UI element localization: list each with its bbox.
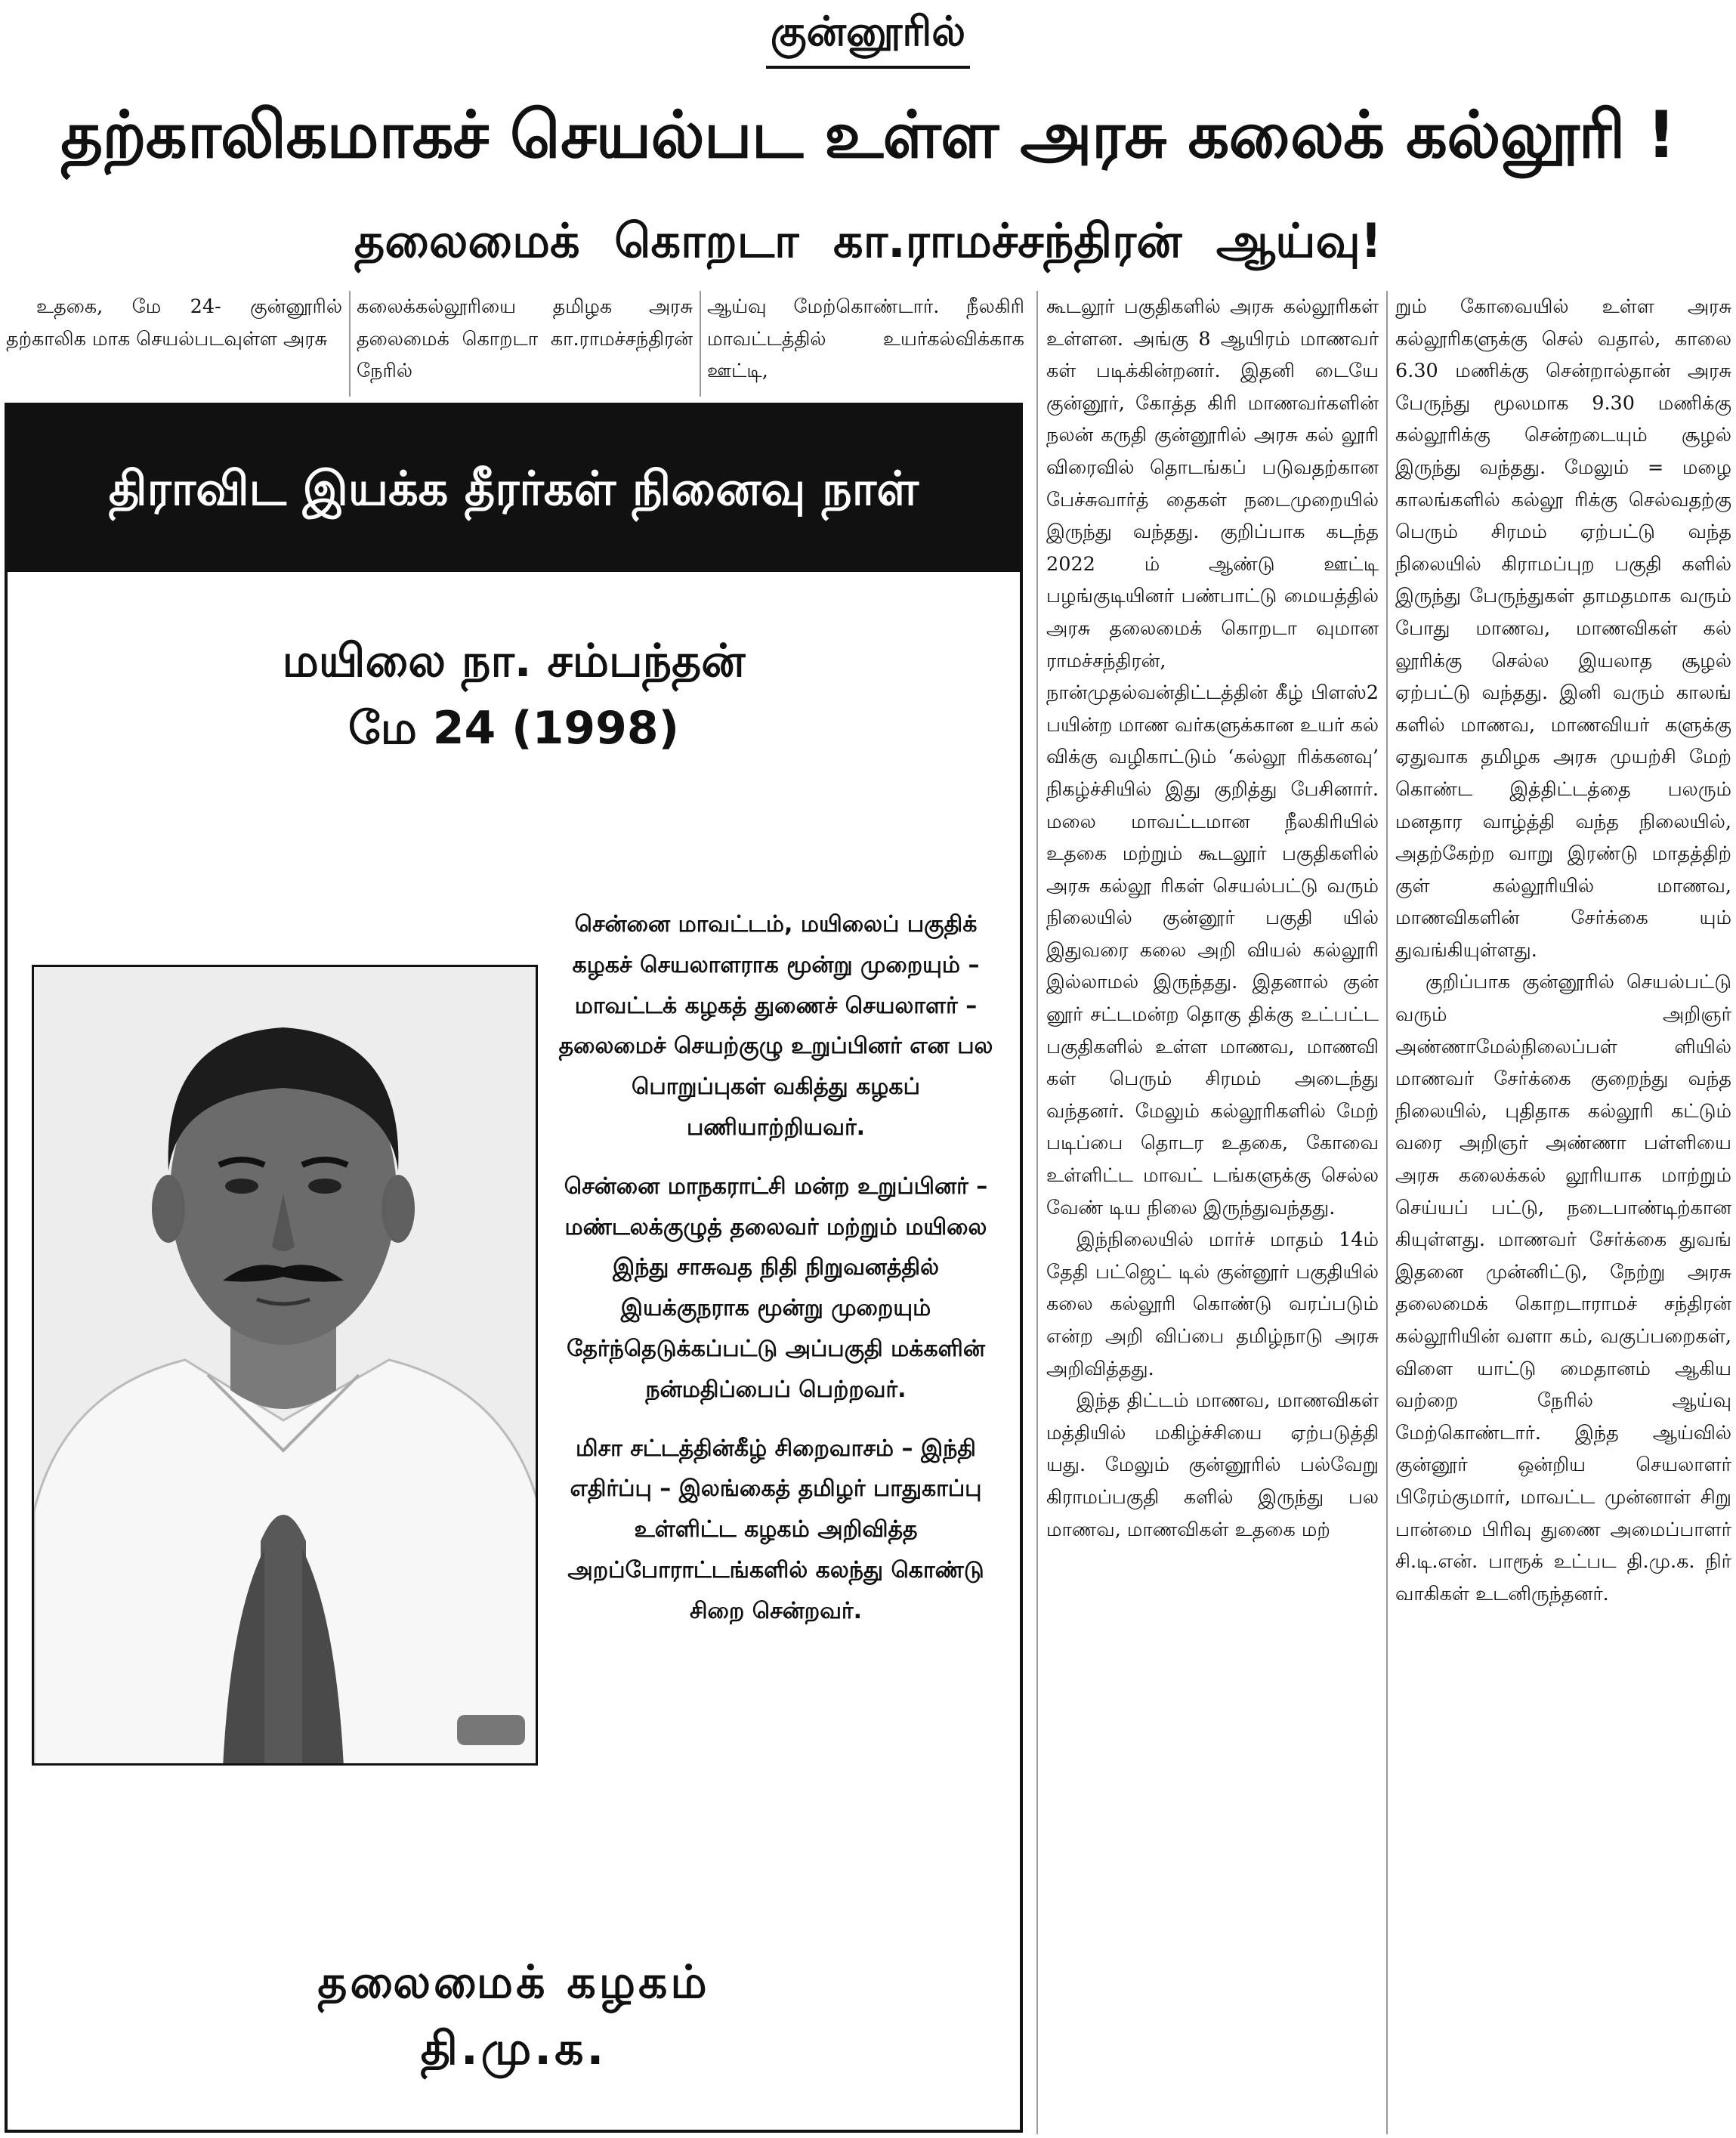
bio-paragraph: சென்னை மாவட்டம், மயிலைப் பகுதிக் கழகச் செயலாளராக மூன்று முறையும் – மாவட்டக் கழகத் துணைச் செயலாளர் – தலைமைச் செயற்குழு உறுப்பினர் என பல பொறுப்புகள் வகித்து கழகப் பணியாற்றியவர். bbox=[558, 911, 993, 1141]
lead-column-1 bbox=[6, 291, 342, 397]
lead-text-1: உதகை, மே 24- குன்னூரில் தற்காலிக மாக செயல்படவுள்ள அரசு bbox=[6, 295, 342, 351]
obituary-name: மயிலை நா. சம்பந்தன் bbox=[282, 635, 746, 687]
lead-text-3: ஆய்வு மேற்கொண்டார். நீலகிரி மாவட்டத்தில் உயர்கல்விக்காக ஊட்டி, bbox=[707, 295, 1024, 383]
article-paragraph: குறிப்பாக குன்னூரில் செயல்பட்டு வரும் அறிஞர் அண்ணாமேல்நிலைப்பள் ளியில் மாணவர் சேர்க்கை குறைந்து வந்த நிலையில், புதிதாக கல்லூரி கட்டும் வரை அறிஞர் அண்ணா பள்ளியை அரசு கலைக்கல் லூரியாக மாற்றும் செய்யப் பட்டு, நடைபாண்டிற்கான கியுள்ளது. மாணவர் சேர்க்கை துவங் இதனை முன்னிட்டு, நேற்று அரசு தலைமைக் கொறடாராமச் சந்திரன் கல்லூரியின் வளா கம், வகுப்பறைகள், விளை யாட்டு மைதானம் ஆகிய வற்றை நேரில் ஆய்வு மேற்கொண்டார். இந்த ஆய்வில் குன்னூர் ஒன்றிய செயலாளர் பிரேம்குமார், மாவட்ட முன்னாள் சிறு பான்மை பிரிவு துணை அமைப்பாளர் சி.டி.என். பாரூக் உட்பட தி.மு.க. நிர் வாகிகள் உடனிருந்தனர். bbox=[1395, 971, 1731, 1605]
article-column-5 bbox=[1395, 291, 1731, 2134]
obituary-banner: திராவிட இயக்க தீரர்கள் நினைவு நாள் bbox=[8, 406, 1020, 572]
column-rule bbox=[700, 291, 701, 397]
kicker bbox=[0, 8, 1736, 69]
article-column-4 bbox=[1046, 291, 1379, 2134]
article-paragraph: றும் கோவையில் உள்ள அரசு கல்லூரிகளுக்கு செல் வதால், காலை 6.30 மணிக்கு சென்றால்தான் அரசு பேருந்து மூலமாக 9.30 மணிக்கு கல்லூரிக்கு சென்றடையும் சூழல் இருந்து வந்தது. மேலும் = மழை காலங்களில் கல்லூ ரிக்கு செல்வதற்கு பெரும் சிரமம் ஏற்பட்டு வந்த நிலையில் கிராமப்புற பகுதி களில் இருந்து பேருந்துகள் தாமதமாக வரும் போது மாணவ, மாணவிகள் கல் லூரிக்கு செல்ல இயலாத சூழல் ஏற்பட்டு வந்தது. இனி வரும் காலங் களில் மாணவ, மாணவியர் களுக்கு ஏதுவாக தமிழக அரசு முயற்சி மேற் கொண்ட இத்திட்டத்தை பலரும் மனதார வாழ்த்தி வந்த நிலையில், அதற்கேற்ற வாறு இரண்டு மாதத்திற் குள் கல்லூரியில் மாணவ, மாணவிகளின் சேர்க்கை யும் துவங்கியுள்ளது. bbox=[1395, 295, 1731, 962]
portrait-illustration bbox=[34, 967, 538, 1766]
headline: தற்காலிகமாகச் செயல்பட உள்ள அரசு கலைக் கல்லூரி ! bbox=[60, 97, 1676, 173]
bio-paragraph: சென்னை மாநகராட்சி மன்ற உறுப்பினர் – மண்டலக்குழுத் தலைவர் மற்றும் மயிலை இந்து சாசுவத நிதி நிறுவனத்தில் இயக்குநராக மூன்று முறையும் தேர்ந்தெடுக்கப்பட்டு அப்பகுதி மக்களின் நன்மதிப்பைப் பெற்றவர். bbox=[564, 1173, 988, 1403]
column-rule bbox=[349, 291, 351, 397]
obituary-date: மே 24 (1998) bbox=[348, 702, 679, 755]
obituary-bio bbox=[545, 904, 1006, 1650]
lead-column-2 bbox=[357, 291, 693, 397]
lead-column-3 bbox=[707, 291, 1024, 397]
signature-party: தி.மு.க. bbox=[420, 2022, 607, 2075]
obituary-box bbox=[5, 403, 1023, 2133]
article-paragraph: கூடலூர் பகுதிகளில் அரசு கல்லூரிகள் உள்ளன. அங்கு 8 ஆயிரம் மாணவர் கள் படிக்கின்றனர். இதனி டையே குன்னூர், கோத்த கிரி மாணவர்களின் நலன் கருதி குன்னூரில் அரசு கல் லூரி விரைவில் தொடங்கப் படுவதற்கான பேச்சுவார்த் தைகள் நடைமுறையில் இருந்து வந்தது. குறிப்பாக கடந்த 2022 ம் ஆண்டு ஊட்டி பழங்குடியினர் பண்பாட்டு மையத்தில் அரசு தலைமைக் கொறடா வுமான ராமச்சந்திரன், நான்முதல்வன்திட்டத்தின் கீழ் பிளஸ்2 பயின்ற மாண வர்களுக்கான உயர் கல் விக்கு வழிகாட்டும் ‘கல்லூ ரிக்கனவு’ நிகழ்ச்சியில் இது குறித்து பேசினார். மலை மாவட்டமான நீலகிரியில் உதகை மற்றும் கூடலூர் பகுதிகளில் அரசு கல்லூ ரிகள் செயல்பட்டு வரும் நிலையில் குன்னூர் பகுதி யில் இதுவரை கலை அறி வியல் கல்லூரி இல்லாமல் இருந்தது. இதனால் குன் னூர் சட்டமன்ற தொகு திக்கு உட்பட்ட பகுதிகளில் உள்ள மாணவ, மாணவி கள் பெரும் சிரமம் அடைந்து வந்தனர். மேலும் கல்லூரிகளில் மேற் படிப்பை தொடர உதகை, கோவை உள்ளிட்ட மாவட் டங்களுக்கு செல்ல வேண் டிய நிலை இருந்துவந்தது. bbox=[1046, 295, 1379, 1219]
article-paragraph: இந்நிலையில் மார்ச் மாதம் 14ம் தேதி பட்ஜெட் டில் குன்னூர் பகுதியில் கலை கல்லூரி கொண்டு வரப்படும் என்ற அறி விப்பை தமிழ்நாடு அரசு அறிவித்தது. bbox=[1046, 1228, 1379, 1380]
article-paragraph: இந்த திட்டம் மாணவ, மாணவிகள் மத்தியில் மகிழ்ச்சியை ஏற்படுத்தி யது. மேலும் குன்னூரில் பல்வேறு கிராமப்பகுதி களில் இருந்து பல மாணவ, மாணவிகள் உதகை மற் bbox=[1046, 1389, 1379, 1541]
kicker-text: குன்னூரில் bbox=[766, 8, 970, 69]
signature-head-office: தலைமைக் கழகம் bbox=[317, 1956, 710, 2009]
column-rule bbox=[1386, 291, 1388, 2134]
bio-paragraph: மிசா சட்டத்தின்கீழ் சிறைவாசம் – இந்தி எதிர்ப்பு – இலங்கைத் தமிழர் பாதுகாப்பு உள்ளிட்ட கழகம் அறிவித்த அறப்போராட்டங்களில் கலந்து கொண்டு சிறை சென்றவர். bbox=[567, 1435, 984, 1624]
portrait-photo bbox=[32, 965, 538, 1766]
lead-text-2: கலைக்கல்லூரியை தமிழக அரசு தலைமைக் கொறடா கா.ராமச்சந்திரன் நேரில் bbox=[357, 295, 693, 383]
column-rule bbox=[1036, 291, 1038, 2134]
subheadline: தலைமைக் கொறடா கா.ராமச்சந்திரன் ஆய்வு! bbox=[354, 213, 1382, 268]
